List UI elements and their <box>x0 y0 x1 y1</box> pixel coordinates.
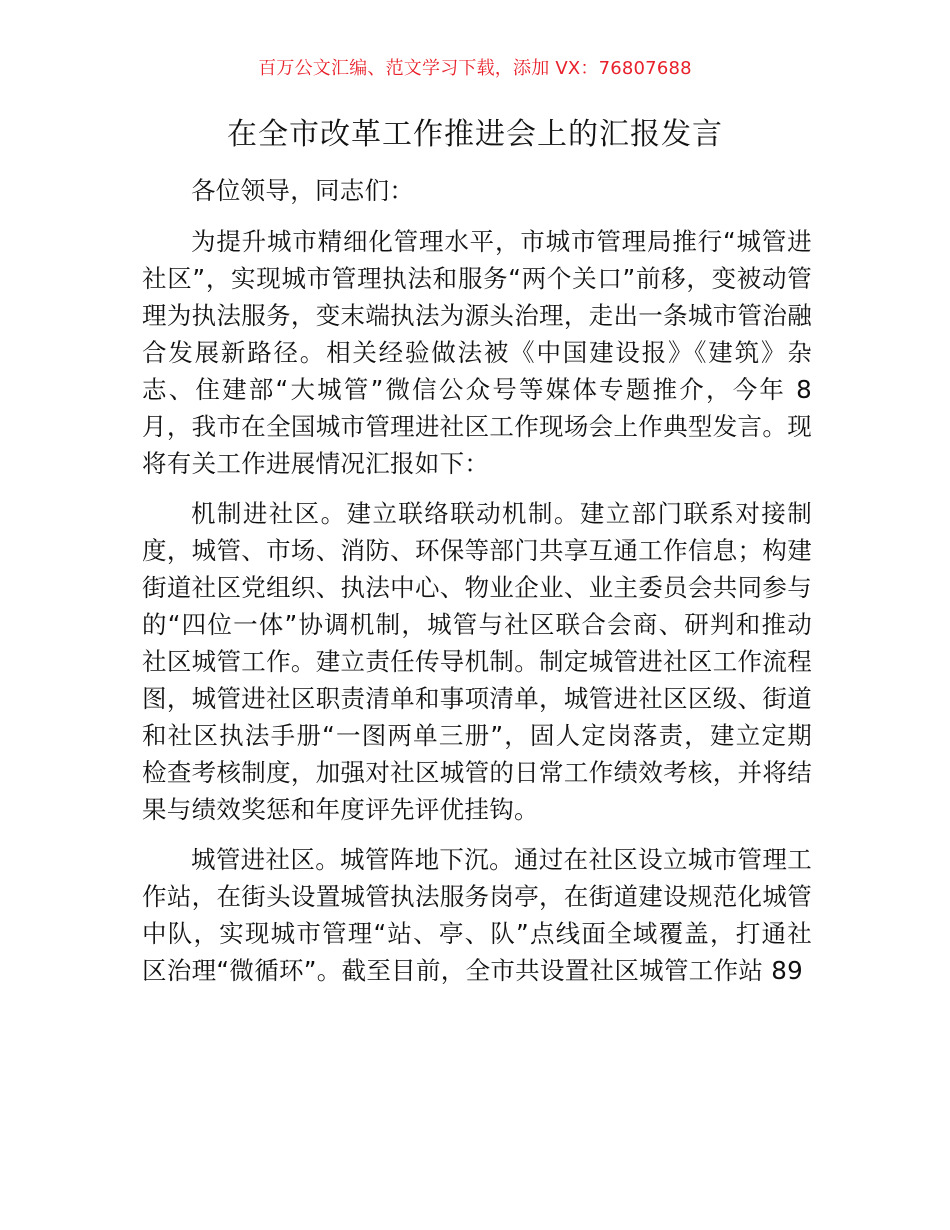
header-watermark: 百万公文汇编、范文学习下载，添加 VX：76807688 <box>258 58 692 79</box>
paragraph-urban-management: 城管进社区。城管阵地下沉。通过在社区设立城市管理工作站，在街头设置城管执法服务岗亭，在街道建设规范化城管中队，实现城市管理“站、亭、队”点线面全域覆盖，打通社区治理“微循环”。截至目前，全市共设置社区城管工作站 89 <box>142 845 812 985</box>
document-body <box>142 172 812 1002</box>
document-title: 在全市改革工作推进会上的汇报发言 <box>227 117 723 152</box>
salutation: 各位领导，同志们： <box>191 176 415 205</box>
paragraph-mechanism: 机制进社区。建立联络联动机制。建立部门联系对接制度，城管、市场、消防、环保等部门共享互通工作信息；构建街道社区党组织、执法中心、物业企业、业主委员会共同参与的“四位一体”协调机制，城管与社区联合会商、研判和推动社区城管工作。建立责任传导机制。制定城管进社区工作流程图，城管进社区职责清单和事项清单，城管进社区区级、街道和社区执法手册“一图两单三册”，固人定岗落责，建立定期检查考核制度，加强对社区城管的日常工作绩效考核，并将结果与绩效奖惩和年度评先评优挂钩。 <box>142 499 812 824</box>
paragraph-intro: 为提升城市精细化管理水平，市城市管理局推行“城管进社区”，实现城市管理执法和服务“两个关口”前移，变被动管理为执法服务，变末端执法为源头治理，走出一条城市管治融合发展新路径。相关经验做法被《中国建设报》《建筑》杂志、住建部“大城管”微信公众号等媒体专题推介，今年 8 月，我市在全国城市管理进社区工作现场会上作典型发言。现将有关工作进展情况汇报如下： <box>142 227 812 478</box>
